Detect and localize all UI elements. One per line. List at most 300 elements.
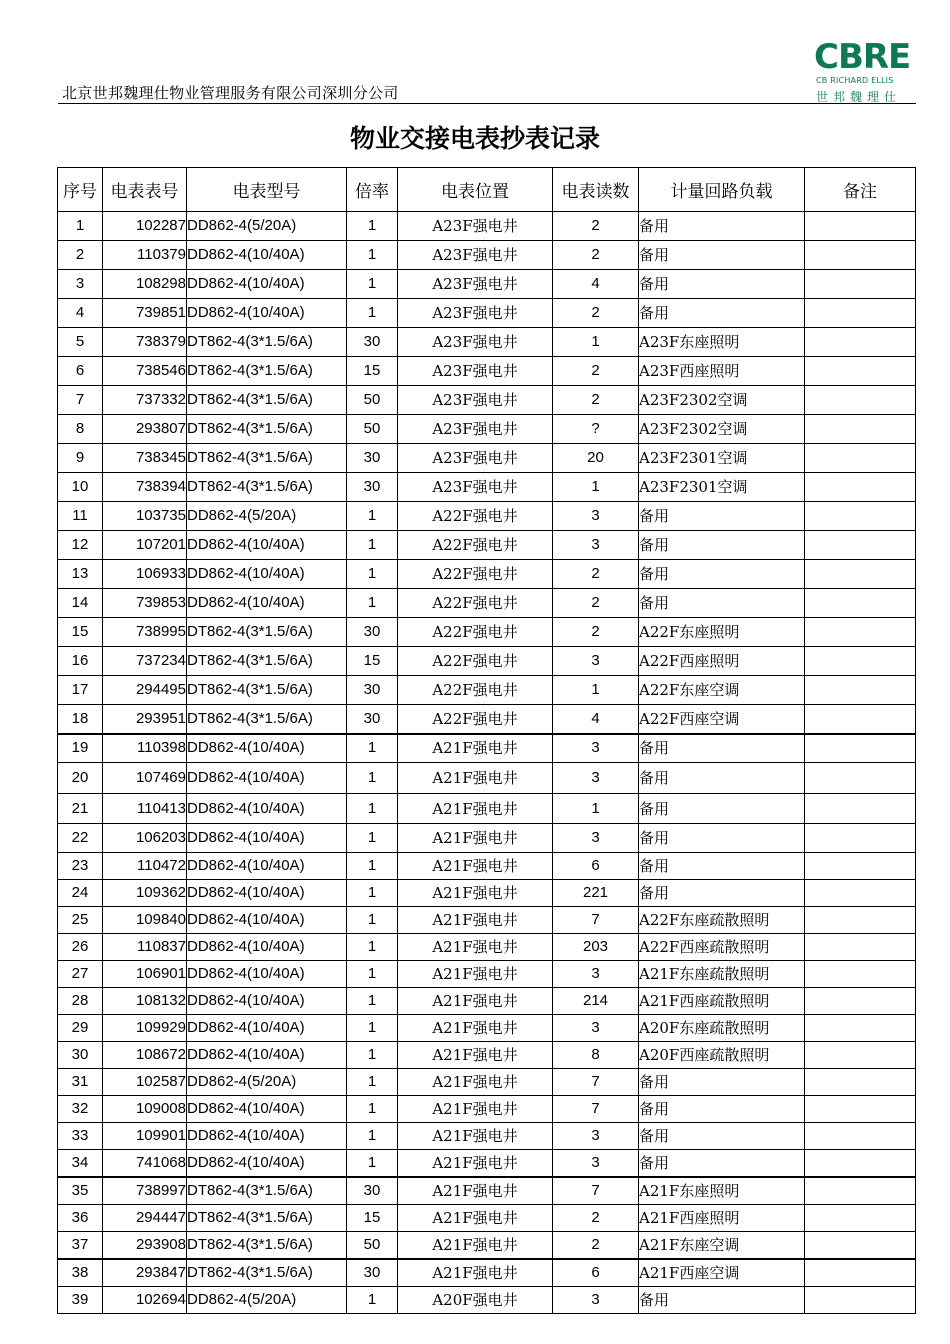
table-row — [58, 705, 916, 734]
cell-load: 备用 — [639, 824, 805, 853]
cell-seq: 25 — [58, 907, 103, 934]
cell-location: A21F强电井 — [398, 1177, 553, 1205]
cell-note — [805, 560, 916, 589]
cell-ratio: 30 — [347, 328, 398, 357]
cell-seq: 21 — [58, 794, 103, 824]
cell-location: A21F强电井 — [398, 1123, 553, 1150]
cell-load: 备用 — [639, 241, 805, 270]
cell-meter-no: 106901 — [103, 961, 187, 988]
cell-seq: 22 — [58, 824, 103, 853]
cell-note — [805, 734, 916, 763]
cell-ratio: 15 — [347, 647, 398, 676]
table-row — [58, 212, 916, 241]
table-row — [58, 270, 916, 299]
cell-note — [805, 1042, 916, 1069]
cell-meter-model: DD862-4(10/40A) — [187, 1096, 347, 1123]
table-row — [58, 473, 916, 502]
table-row — [58, 618, 916, 647]
cell-seq: 15 — [58, 618, 103, 647]
cell-seq: 20 — [58, 763, 103, 794]
cell-meter-no: 109840 — [103, 907, 187, 934]
cell-meter-no: 739853 — [103, 589, 187, 618]
cell-note — [805, 473, 916, 502]
cell-ratio: 1 — [347, 763, 398, 794]
cell-meter-model: DT862-4(3*1.5/6A) — [187, 328, 347, 357]
cell-note — [805, 1177, 916, 1205]
table-row — [58, 1205, 916, 1232]
cell-load: 备用 — [639, 1287, 805, 1314]
cell-reading: 2 — [553, 560, 639, 589]
cell-ratio: 30 — [347, 676, 398, 705]
cell-ratio: 15 — [347, 357, 398, 386]
table-row — [58, 1287, 916, 1314]
cell-location: A21F强电井 — [398, 1205, 553, 1232]
cell-meter-model: DT862-4(3*1.5/6A) — [187, 386, 347, 415]
cell-ratio: 1 — [347, 502, 398, 531]
cell-reading: 2 — [553, 386, 639, 415]
cell-meter-no: 108672 — [103, 1042, 187, 1069]
cell-reading: 8 — [553, 1042, 639, 1069]
cell-reading: 2 — [553, 1205, 639, 1232]
cell-reading: 3 — [553, 1150, 639, 1178]
cell-location: A20F强电井 — [398, 1287, 553, 1314]
cell-note — [805, 212, 916, 241]
cell-reading: 7 — [553, 1177, 639, 1205]
cell-location: A23F强电井 — [398, 415, 553, 444]
cell-seq: 36 — [58, 1205, 103, 1232]
cell-seq: 2 — [58, 241, 103, 270]
cell-reading: 3 — [553, 763, 639, 794]
cell-location: A22F强电井 — [398, 531, 553, 560]
cell-meter-no: 109929 — [103, 1015, 187, 1042]
cell-reading: 221 — [553, 880, 639, 907]
cell-reading: 20 — [553, 444, 639, 473]
cell-meter-model: DD862-4(10/40A) — [187, 734, 347, 763]
cell-ratio: 1 — [347, 961, 398, 988]
cell-reading: 2 — [553, 212, 639, 241]
cell-ratio: 30 — [347, 705, 398, 734]
cell-reading: 7 — [553, 907, 639, 934]
cell-location: A23F强电井 — [398, 270, 553, 299]
table-header-row — [58, 168, 916, 212]
cell-note — [805, 880, 916, 907]
cell-meter-model: DT862-4(3*1.5/6A) — [187, 415, 347, 444]
cell-note — [805, 299, 916, 328]
cell-meter-no: 737332 — [103, 386, 187, 415]
header-meter-model: 电表型号 — [187, 168, 347, 212]
meter-reading-table — [57, 167, 916, 1314]
header-reading: 电表读数 — [553, 168, 639, 212]
cell-reading: 3 — [553, 961, 639, 988]
cell-ratio: 1 — [347, 1096, 398, 1123]
cell-load: A23F2301空调 — [639, 473, 805, 502]
header-location: 电表位置 — [398, 168, 553, 212]
cell-load: A23F东座照明 — [639, 328, 805, 357]
cell-reading: 7 — [553, 1096, 639, 1123]
cell-load: A23F2302空调 — [639, 415, 805, 444]
cell-load: 备用 — [639, 270, 805, 299]
cell-reading: 2 — [553, 241, 639, 270]
table-row — [58, 907, 916, 934]
cell-ratio: 1 — [347, 212, 398, 241]
cell-meter-no: 109362 — [103, 880, 187, 907]
cell-reading: 1 — [553, 794, 639, 824]
cell-seq: 3 — [58, 270, 103, 299]
table-row — [58, 1096, 916, 1123]
cell-reading: 203 — [553, 934, 639, 961]
cell-seq: 24 — [58, 880, 103, 907]
cell-load: A22F西座空调 — [639, 705, 805, 734]
cell-ratio: 30 — [347, 1259, 398, 1287]
cell-meter-no: 110837 — [103, 934, 187, 961]
cell-note — [805, 1232, 916, 1260]
cell-reading: 1 — [553, 676, 639, 705]
cell-location: A21F强电井 — [398, 734, 553, 763]
company-name: 北京世邦魏理仕物业管理服务有限公司深圳分公司 — [62, 84, 399, 102]
cell-seq: 12 — [58, 531, 103, 560]
cell-reading: 1 — [553, 328, 639, 357]
cell-reading: 3 — [553, 1015, 639, 1042]
cell-seq: 18 — [58, 705, 103, 734]
cell-ratio: 1 — [347, 1287, 398, 1314]
cell-ratio: 1 — [347, 1150, 398, 1178]
cell-meter-model: DD862-4(10/40A) — [187, 531, 347, 560]
table-row — [58, 961, 916, 988]
cell-note — [805, 1205, 916, 1232]
cell-seq: 39 — [58, 1287, 103, 1314]
table-row — [58, 1177, 916, 1205]
cell-seq: 14 — [58, 589, 103, 618]
cell-meter-model: DD862-4(10/40A) — [187, 1123, 347, 1150]
cell-location: A21F强电井 — [398, 1259, 553, 1287]
cell-reading: 2 — [553, 299, 639, 328]
cell-reading: 3 — [553, 824, 639, 853]
header-divider — [58, 103, 916, 104]
cell-meter-no: 106203 — [103, 824, 187, 853]
cell-load: 备用 — [639, 1150, 805, 1178]
table-row — [58, 1150, 916, 1178]
cell-load: 备用 — [639, 560, 805, 589]
cell-location: A23F强电井 — [398, 241, 553, 270]
cell-reading: 6 — [553, 853, 639, 880]
cell-reading: 3 — [553, 647, 639, 676]
cell-meter-no: 108298 — [103, 270, 187, 299]
cell-location: A21F强电井 — [398, 1232, 553, 1260]
cell-meter-model: DT862-4(3*1.5/6A) — [187, 473, 347, 502]
cell-ratio: 30 — [347, 473, 398, 502]
cell-reading: 2 — [553, 357, 639, 386]
table-row — [58, 934, 916, 961]
cell-ratio: 30 — [347, 1177, 398, 1205]
cell-meter-no: 738997 — [103, 1177, 187, 1205]
cell-note — [805, 647, 916, 676]
cell-load: A21F西座空调 — [639, 1259, 805, 1287]
table-row — [58, 531, 916, 560]
table-row — [58, 734, 916, 763]
cell-seq: 23 — [58, 853, 103, 880]
cell-meter-no: 110379 — [103, 241, 187, 270]
cell-note — [805, 676, 916, 705]
table-body — [58, 212, 916, 1314]
cell-ratio: 50 — [347, 415, 398, 444]
cell-location: A23F强电井 — [398, 386, 553, 415]
cell-ratio: 1 — [347, 853, 398, 880]
cell-note — [805, 270, 916, 299]
cell-seq: 28 — [58, 988, 103, 1015]
cell-meter-no: 738995 — [103, 618, 187, 647]
cell-ratio: 1 — [347, 560, 398, 589]
cell-note — [805, 1259, 916, 1287]
cell-meter-no: 102587 — [103, 1069, 187, 1096]
table-row — [58, 386, 916, 415]
cell-ratio: 1 — [347, 1042, 398, 1069]
cell-load: A21F东座照明 — [639, 1177, 805, 1205]
cell-meter-model: DT862-4(3*1.5/6A) — [187, 444, 347, 473]
table-row — [58, 763, 916, 794]
cell-note — [805, 589, 916, 618]
cell-meter-no: 107469 — [103, 763, 187, 794]
cell-seq: 29 — [58, 1015, 103, 1042]
cell-location: A21F强电井 — [398, 1096, 553, 1123]
cell-reading: 3 — [553, 1123, 639, 1150]
cell-meter-no: 110413 — [103, 794, 187, 824]
cell-reading: 2 — [553, 589, 639, 618]
cell-location: A23F强电井 — [398, 328, 553, 357]
header-load: 计量回路负载 — [639, 168, 805, 212]
cell-meter-no: 738345 — [103, 444, 187, 473]
cell-note — [805, 961, 916, 988]
cell-meter-model: DT862-4(3*1.5/6A) — [187, 647, 347, 676]
cell-load: 备用 — [639, 531, 805, 560]
cell-ratio: 1 — [347, 531, 398, 560]
cell-reading: 3 — [553, 502, 639, 531]
cell-note — [805, 824, 916, 853]
table-row — [58, 357, 916, 386]
cell-reading: 214 — [553, 988, 639, 1015]
cell-ratio: 1 — [347, 734, 398, 763]
table-row — [58, 299, 916, 328]
cell-meter-model: DD862-4(10/40A) — [187, 961, 347, 988]
cell-ratio: 1 — [347, 988, 398, 1015]
cell-load: A20F西座疏散照明 — [639, 1042, 805, 1069]
cell-reading: 7 — [553, 1069, 639, 1096]
cell-location: A22F强电井 — [398, 618, 553, 647]
cell-load: A21F东座空调 — [639, 1232, 805, 1260]
cbre-logo — [814, 37, 918, 110]
cell-location: A21F强电井 — [398, 988, 553, 1015]
cell-meter-model: DD862-4(10/40A) — [187, 589, 347, 618]
cell-load: 备用 — [639, 1096, 805, 1123]
cell-meter-model: DD862-4(10/40A) — [187, 880, 347, 907]
table-row — [58, 988, 916, 1015]
cell-meter-model: DD862-4(10/40A) — [187, 560, 347, 589]
cell-meter-model: DT862-4(3*1.5/6A) — [187, 1259, 347, 1287]
cell-meter-model: DD862-4(10/40A) — [187, 1150, 347, 1178]
cell-note — [805, 907, 916, 934]
cell-location: A21F强电井 — [398, 824, 553, 853]
table-row — [58, 1015, 916, 1042]
cell-meter-no: 739851 — [103, 299, 187, 328]
cell-location: A21F强电井 — [398, 1150, 553, 1178]
cell-location: A21F强电井 — [398, 907, 553, 934]
table-row — [58, 444, 916, 473]
cell-seq: 11 — [58, 502, 103, 531]
cell-meter-no: 108132 — [103, 988, 187, 1015]
cell-meter-no: 293908 — [103, 1232, 187, 1260]
header-ratio: 倍率 — [347, 168, 398, 212]
cell-ratio: 1 — [347, 1123, 398, 1150]
header-note: 备注 — [805, 168, 916, 212]
cell-ratio: 1 — [347, 934, 398, 961]
cell-ratio: 15 — [347, 1205, 398, 1232]
cell-meter-model: DD862-4(5/20A) — [187, 502, 347, 531]
cell-reading: ? — [553, 415, 639, 444]
cell-meter-no: 102694 — [103, 1287, 187, 1314]
cell-seq: 32 — [58, 1096, 103, 1123]
cell-ratio: 1 — [347, 1069, 398, 1096]
table-row — [58, 824, 916, 853]
cell-reading: 2 — [553, 1232, 639, 1260]
cell-note — [805, 502, 916, 531]
cell-ratio: 1 — [347, 299, 398, 328]
cell-meter-no: 102287 — [103, 212, 187, 241]
cell-ratio: 1 — [347, 1015, 398, 1042]
table-row — [58, 1232, 916, 1260]
cell-reading: 6 — [553, 1259, 639, 1287]
cell-meter-no: 738379 — [103, 328, 187, 357]
cell-load: 备用 — [639, 212, 805, 241]
cell-meter-model: DT862-4(3*1.5/6A) — [187, 1177, 347, 1205]
cell-load: 备用 — [639, 794, 805, 824]
table-row — [58, 647, 916, 676]
cell-meter-model: DT862-4(3*1.5/6A) — [187, 357, 347, 386]
cell-ratio: 1 — [347, 270, 398, 299]
cell-ratio: 1 — [347, 907, 398, 934]
cell-load: A21F西座照明 — [639, 1205, 805, 1232]
cell-load: 备用 — [639, 1123, 805, 1150]
cell-seq: 35 — [58, 1177, 103, 1205]
cell-meter-model: DT862-4(3*1.5/6A) — [187, 1205, 347, 1232]
header-meter-no: 电表表号 — [103, 168, 187, 212]
cell-note — [805, 241, 916, 270]
cell-load: A23F2301空调 — [639, 444, 805, 473]
cell-meter-model: DT862-4(3*1.5/6A) — [187, 1232, 347, 1260]
cell-load: A23F2302空调 — [639, 386, 805, 415]
cell-location: A22F强电井 — [398, 705, 553, 734]
table-row — [58, 589, 916, 618]
cell-note — [805, 1015, 916, 1042]
cell-seq: 13 — [58, 560, 103, 589]
cell-meter-no: 293807 — [103, 415, 187, 444]
logo-wordmark: CBRE — [814, 37, 911, 77]
cell-location: A22F强电井 — [398, 589, 553, 618]
table-row — [58, 676, 916, 705]
cell-seq: 7 — [58, 386, 103, 415]
table-row — [58, 1259, 916, 1287]
cell-location: A21F强电井 — [398, 794, 553, 824]
cell-meter-model: DD862-4(10/40A) — [187, 934, 347, 961]
table-row — [58, 1069, 916, 1096]
cell-load: A22F西座疏散照明 — [639, 934, 805, 961]
cell-meter-no: 103735 — [103, 502, 187, 531]
cell-location: A21F强电井 — [398, 853, 553, 880]
table-row — [58, 1042, 916, 1069]
cell-meter-model: DD862-4(10/40A) — [187, 763, 347, 794]
cell-seq: 9 — [58, 444, 103, 473]
cell-location: A21F强电井 — [398, 880, 553, 907]
cell-seq: 34 — [58, 1150, 103, 1178]
cell-note — [805, 988, 916, 1015]
cell-ratio: 30 — [347, 444, 398, 473]
cell-location: A23F强电井 — [398, 357, 553, 386]
cell-note — [805, 1287, 916, 1314]
cell-meter-no: 293847 — [103, 1259, 187, 1287]
cell-location: A21F强电井 — [398, 763, 553, 794]
cell-note — [805, 1150, 916, 1178]
cell-reading: 1 — [553, 473, 639, 502]
cell-ratio: 1 — [347, 589, 398, 618]
cell-location: A22F强电井 — [398, 676, 553, 705]
cell-seq: 6 — [58, 357, 103, 386]
cell-load: 备用 — [639, 880, 805, 907]
cell-note — [805, 794, 916, 824]
cell-ratio: 1 — [347, 824, 398, 853]
cell-load: 备用 — [639, 589, 805, 618]
cell-meter-model: DD862-4(10/40A) — [187, 794, 347, 824]
cell-meter-model: DD862-4(10/40A) — [187, 241, 347, 270]
cell-load: 备用 — [639, 853, 805, 880]
cell-note — [805, 531, 916, 560]
cell-location: A23F强电井 — [398, 473, 553, 502]
cell-location: A23F强电井 — [398, 299, 553, 328]
cell-location: A23F强电井 — [398, 212, 553, 241]
cell-reading: 4 — [553, 705, 639, 734]
cell-note — [805, 328, 916, 357]
cell-load: A20F东座疏散照明 — [639, 1015, 805, 1042]
cell-location: A22F强电井 — [398, 502, 553, 531]
cell-meter-model: DD862-4(10/40A) — [187, 824, 347, 853]
table-row — [58, 1123, 916, 1150]
table-row — [58, 853, 916, 880]
cell-meter-model: DD862-4(10/40A) — [187, 853, 347, 880]
cell-load: 备用 — [639, 763, 805, 794]
cell-meter-model: DD862-4(10/40A) — [187, 1015, 347, 1042]
cell-location: A23F强电井 — [398, 444, 553, 473]
cell-load: A22F东座空调 — [639, 676, 805, 705]
cell-meter-model: DD862-4(10/40A) — [187, 988, 347, 1015]
cell-ratio: 50 — [347, 1232, 398, 1260]
cell-note — [805, 1096, 916, 1123]
cell-seq: 17 — [58, 676, 103, 705]
cell-ratio: 50 — [347, 386, 398, 415]
cell-meter-model: DD862-4(10/40A) — [187, 299, 347, 328]
cell-seq: 31 — [58, 1069, 103, 1096]
cell-note — [805, 618, 916, 647]
cell-load: A21F西座疏散照明 — [639, 988, 805, 1015]
cell-meter-no: 294447 — [103, 1205, 187, 1232]
cell-seq: 1 — [58, 212, 103, 241]
cell-reading: 4 — [553, 270, 639, 299]
cell-seq: 10 — [58, 473, 103, 502]
header-seq: 序号 — [58, 168, 103, 212]
cell-note — [805, 853, 916, 880]
cell-location: A21F强电井 — [398, 934, 553, 961]
cell-load: A23F西座照明 — [639, 357, 805, 386]
cell-load: A21F东座疏散照明 — [639, 961, 805, 988]
cell-note — [805, 386, 916, 415]
logo-subtitle-en: CB RICHARD ELLIS — [816, 76, 894, 85]
cell-note — [805, 1123, 916, 1150]
